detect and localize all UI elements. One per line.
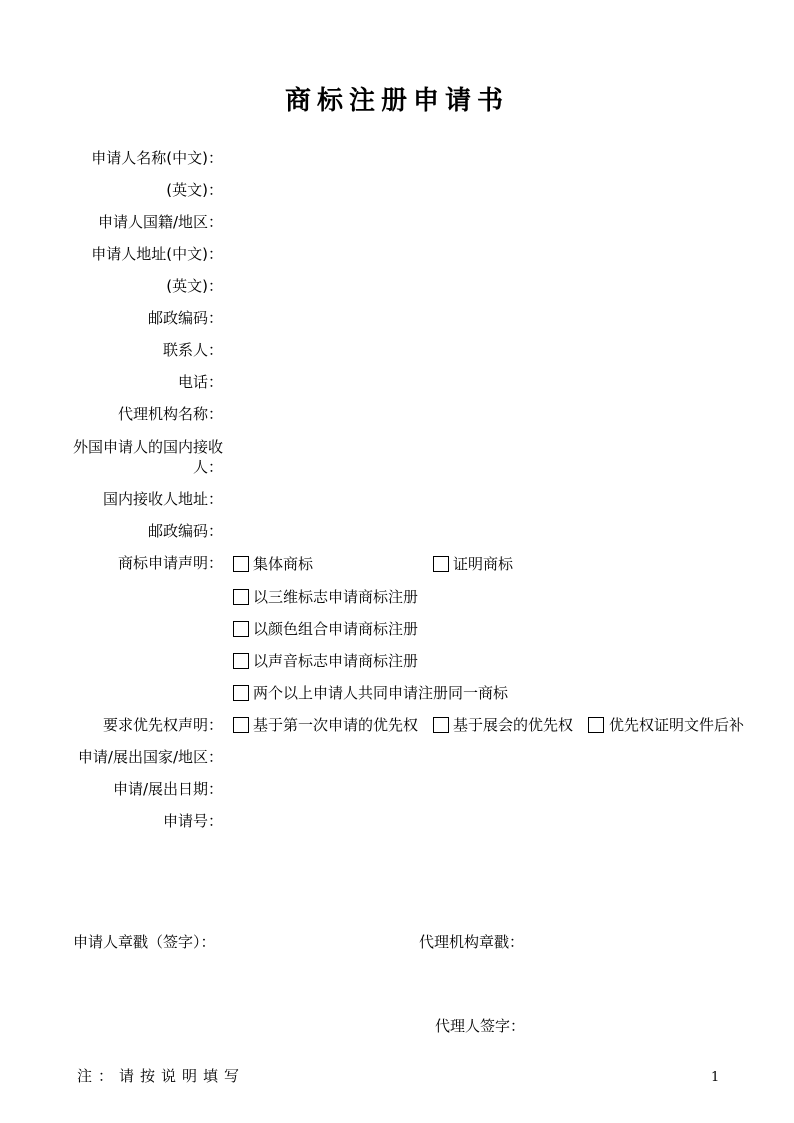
- checkbox-joint-label: 两个以上申请人共同申请注册同一商标: [253, 684, 509, 702]
- checkbox-first-apply[interactable]: [233, 717, 249, 733]
- label-apply-country: 申请/展出国家/地区：: [77, 748, 223, 766]
- label-receiver-postcode: 邮政编码：: [147, 522, 223, 540]
- label-declaration: 商标申请声明：: [117, 554, 223, 572]
- label-postcode: 邮政编码：: [147, 309, 223, 327]
- label-domestic-receiver: 外国申请人的国内接收人：: [72, 438, 223, 476]
- checkbox-joint[interactable]: [233, 685, 249, 701]
- label-apply-date: 申请/展出日期：: [112, 780, 223, 798]
- checkbox-later-docs[interactable]: [588, 717, 604, 733]
- checkbox-collective[interactable]: [233, 556, 249, 572]
- checkbox-exhibition[interactable]: [433, 717, 449, 733]
- checkbox-color-label: 以颜色组合申请商标注册: [253, 620, 419, 638]
- footer-note: 注：请按说明填写: [77, 1067, 246, 1085]
- page-title: 商标注册申请书: [284, 86, 509, 116]
- agency-seal-label: 代理机构章戳：: [419, 933, 525, 951]
- checkbox-certification[interactable]: [433, 556, 449, 572]
- label-apply-number: 申请号：: [162, 812, 223, 830]
- checkbox-exhibition-label: 基于展会的优先权: [453, 716, 574, 734]
- checkbox-first-apply-label: 基于第一次申请的优先权: [253, 716, 419, 734]
- checkbox-collective-label: 集体商标: [253, 555, 314, 573]
- checkbox-certification-label: 证明商标: [453, 555, 514, 573]
- label-receiver-address: 国内接收人地址：: [102, 490, 223, 508]
- checkbox-color[interactable]: [233, 621, 249, 637]
- label-contact: 联系人：: [162, 341, 223, 359]
- checkbox-three-d-label: 以三维标志申请商标注册: [253, 588, 419, 606]
- applicant-seal-label: 申请人章戳（签字）：: [73, 933, 216, 951]
- label-applicant-name-cn: 申请人名称(中文)：: [91, 149, 223, 167]
- label-priority: 要求优先权声明：: [102, 716, 223, 734]
- label-nationality: 申请人国籍/地区：: [97, 213, 223, 231]
- label-phone: 电话：: [177, 373, 223, 391]
- page-number: 1: [711, 1070, 720, 1085]
- label-address-cn: 申请人地址(中文)：: [91, 245, 223, 263]
- checkbox-sound-label: 以声音标志申请商标注册: [253, 652, 419, 670]
- agent-sign-label: 代理人签字：: [435, 1017, 526, 1035]
- label-address-en: (英文)：: [166, 277, 223, 295]
- label-applicant-name-en: (英文)：: [166, 181, 223, 199]
- label-agency-name: 代理机构名称：: [117, 405, 223, 423]
- checkbox-sound[interactable]: [233, 653, 249, 669]
- checkbox-later-docs-label: 优先权证明文件后补: [609, 716, 745, 734]
- checkbox-three-d[interactable]: [233, 589, 249, 605]
